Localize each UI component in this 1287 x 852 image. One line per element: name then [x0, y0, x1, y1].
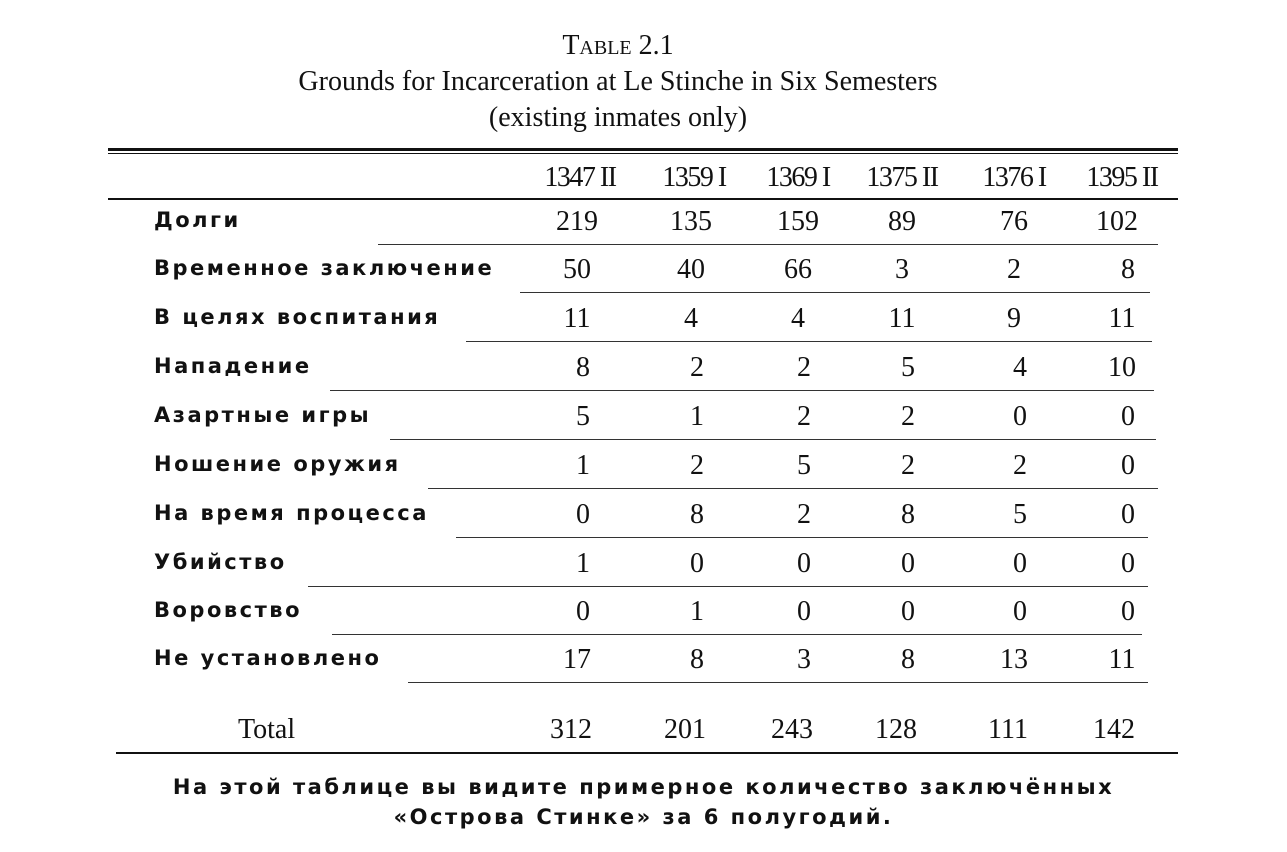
cell: 11 [1108, 644, 1136, 675]
cell: 0 [1013, 548, 1027, 579]
cell: 5 [797, 450, 811, 481]
total-cell: 312 [550, 714, 592, 745]
col-header-1369-i: 1369 I [766, 162, 830, 193]
cell: 11 [563, 303, 591, 334]
table-row [0, 444, 1287, 492]
row-label: Убийство [154, 550, 287, 574]
caption-line-2: «Острова Стинке» за 6 полугодий. [393, 805, 894, 829]
cell: 135 [670, 206, 712, 237]
table-number: Table 2.1 [562, 30, 674, 61]
cell: 4 [684, 303, 698, 334]
row-label: Временное заключение [154, 256, 495, 280]
table-title-block [0, 28, 1236, 136]
cell: 8 [690, 499, 704, 530]
caption-line-1: На этой таблице вы видите примерное количество заключённых [172, 775, 1115, 799]
row-underline [456, 537, 1148, 538]
cell: 2 [797, 499, 811, 530]
row-underline [520, 292, 1150, 293]
row-label: Азартные игры [154, 403, 372, 427]
table-row [0, 297, 1287, 345]
cell: 0 [690, 548, 704, 579]
cell: 10 [1108, 352, 1136, 383]
cell: 2 [901, 450, 915, 481]
table-row [0, 200, 1287, 248]
cell: 5 [901, 352, 915, 383]
cell: 8 [901, 644, 915, 675]
cell: 1 [576, 450, 590, 481]
row-label: Не установлено [154, 646, 382, 670]
col-header-1376-i: 1376 I [982, 162, 1046, 193]
cell: 8 [576, 352, 590, 383]
cell: 4 [1013, 352, 1027, 383]
cell: 2 [1007, 254, 1021, 285]
col-header-1359-i: 1359 I [662, 162, 726, 193]
cell: 0 [901, 596, 915, 627]
table-title: Grounds for Incarceration at Le Stinche in Six Semesters [298, 66, 938, 97]
cell: 66 [784, 254, 812, 285]
cell: 9 [1007, 303, 1021, 334]
row-label: Долги [154, 208, 241, 232]
cell: 13 [1000, 644, 1028, 675]
top-rule-thin [108, 153, 1178, 154]
cell: 3 [895, 254, 909, 285]
total-cell: 243 [771, 714, 813, 745]
row-label: Воровство [154, 598, 303, 622]
cell: 219 [556, 206, 598, 237]
cell: 76 [1000, 206, 1028, 237]
total-cell: 111 [988, 714, 1028, 745]
cell: 159 [777, 206, 819, 237]
cell: 0 [1121, 548, 1135, 579]
table-caption [0, 772, 1287, 832]
cell: 8 [1121, 254, 1135, 285]
table-row [0, 248, 1287, 296]
cell: 5 [1013, 499, 1027, 530]
cell: 0 [576, 596, 590, 627]
cell: 102 [1096, 206, 1138, 237]
cell: 5 [576, 401, 590, 432]
table-row [0, 346, 1287, 394]
cell: 1 [690, 401, 704, 432]
cell: 0 [1121, 450, 1135, 481]
row-underline [308, 586, 1148, 587]
cell: 1 [576, 548, 590, 579]
row-underline [408, 682, 1148, 683]
row-label: Нападение [154, 354, 312, 378]
table-row [0, 395, 1287, 443]
row-underline [390, 439, 1156, 440]
col-header-1375-ii: 1375 II [866, 162, 938, 193]
row-label: В целях воспитания [154, 305, 441, 329]
cell: 0 [901, 548, 915, 579]
cell: 0 [797, 596, 811, 627]
row-underline [332, 634, 1142, 635]
row-label: На время процесса [154, 501, 429, 525]
table-row [0, 638, 1287, 686]
cell: 0 [1013, 401, 1027, 432]
cell: 2 [797, 401, 811, 432]
top-rule-thick [108, 148, 1178, 151]
col-header-1395-ii: 1395 II [1086, 162, 1158, 193]
table-row [0, 590, 1287, 638]
cell: 8 [690, 644, 704, 675]
cell: 40 [677, 254, 705, 285]
table-row [0, 542, 1287, 590]
cell: 8 [901, 499, 915, 530]
table-row [0, 493, 1287, 541]
total-cell: 201 [664, 714, 706, 745]
cell: 0 [1121, 596, 1135, 627]
total-label: Total [238, 714, 296, 745]
row-underline [330, 390, 1154, 391]
cell: 11 [888, 303, 916, 334]
cell: 1 [690, 596, 704, 627]
bottom-rule [116, 752, 1178, 754]
cell: 2 [690, 352, 704, 383]
row-label: Ношение оружия [154, 452, 401, 476]
cell: 2 [797, 352, 811, 383]
row-underline [378, 244, 1158, 245]
cell: 2 [901, 401, 915, 432]
total-cell: 142 [1093, 714, 1135, 745]
table-subtitle: (existing inmates only) [488, 102, 748, 133]
cell: 2 [690, 450, 704, 481]
cell: 0 [797, 548, 811, 579]
cell: 2 [1013, 450, 1027, 481]
row-underline [466, 341, 1152, 342]
cell: 0 [576, 499, 590, 530]
cell: 0 [1013, 596, 1027, 627]
cell: 11 [1108, 303, 1136, 334]
col-header-1347-ii: 1347 II [544, 162, 616, 193]
row-underline [428, 488, 1158, 489]
cell: 3 [797, 644, 811, 675]
cell: 0 [1121, 401, 1135, 432]
total-cell: 128 [875, 714, 917, 745]
cell: 0 [1121, 499, 1135, 530]
cell: 4 [791, 303, 805, 334]
cell: 89 [888, 206, 916, 237]
cell: 50 [563, 254, 591, 285]
cell: 17 [563, 644, 591, 675]
